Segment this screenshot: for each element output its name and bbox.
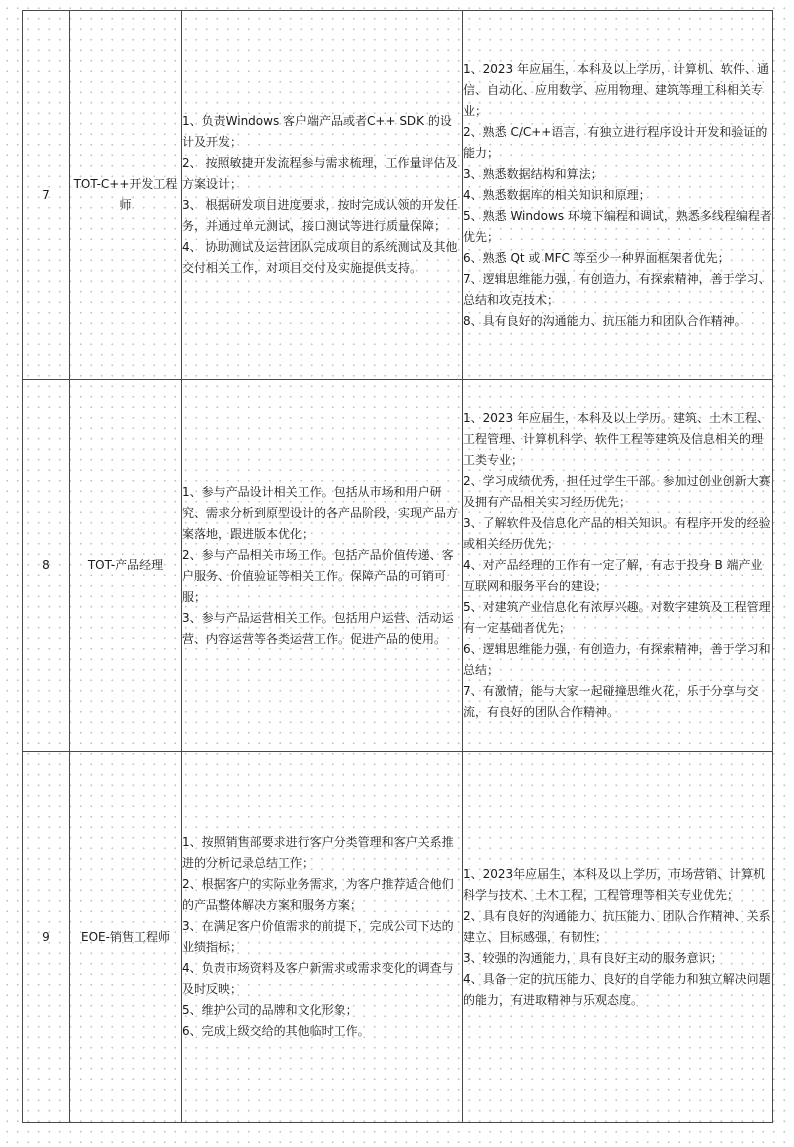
requirement-item: 3、较强的沟通能力，具有良好主动的服务意识； [463, 950, 723, 965]
requirement-item: 1、2023 年应届生，本科及以上学历。建筑、土木工程、工程管理、计算机科学、软件工程等建筑及信息相关的理工类专业； [463, 411, 769, 467]
duty-item: 6、完成上级交给的其他临时工作。 [182, 1024, 370, 1038]
job-requirements [463, 380, 773, 752]
job-requirements [463, 752, 773, 1123]
requirement-item: 8、具有良好的沟通能力、抗压能力和团队合作精神。 [463, 313, 747, 328]
job-title: TOT-C++开发工程师 [70, 11, 182, 380]
requirement-item: 7、有激情，能与大家一起碰撞思维火花，乐于分享与交流，有良好的团队合作精神。 [463, 684, 759, 719]
duty-item: 1、负责Windows 客户端产品或者C++ SDK 的设计及开发； [182, 114, 452, 149]
duty-item: 4、 协助测试及运营团队完成项目的系统测试及其他交付相关工作，对项目交付及实施提供支持。 [182, 240, 458, 275]
job-duties [182, 380, 463, 752]
requirement-item: 4、具备一定的抗压能力、良好的自学能力和独立解决问题的能力，有进取精神与乐观态度。 [463, 971, 771, 1007]
requirement-item: 7、逻辑思维能力强，有创造力，有探索精神，善于学习、总结和攻克技术； [463, 271, 771, 307]
job-title: TOT-产品经理 [70, 380, 182, 752]
duty-item: 2、根据客户的实际业务需求，为客户推荐适合他们的产品整体解决方案和服务方案； [182, 877, 454, 912]
duty-item: 3、在满足客户价值需求的前提下，完成公司下达的业绩指标； [182, 919, 454, 954]
duty-item: 3、参与产品运营相关工作。包括用户运营、活动运营、内容运营等各类运营工作。促进产品的使用。 [182, 610, 454, 646]
table-row [23, 752, 773, 1123]
job-title: EOE-销售工程师 [70, 752, 182, 1123]
requirement-item: 1、2023 年应届生，本科及以上学历，计算机、软件、通信、自动化、应用数学、应用物理、建筑等理工科相关专业； [463, 61, 769, 118]
duty-item: 5、维护公司的品牌和文化形象； [182, 1003, 358, 1017]
duty-item: 4、负责市场资料及客户新需求或需求变化的调查与及时反映； [182, 961, 454, 996]
duty-item: 2、参与产品相关市场工作。包括产品价值传递、客户服务、价值验证等相关工作。保障产品的可销可服； [182, 547, 454, 604]
row-number: 9 [23, 752, 70, 1123]
row-number: 7 [23, 11, 70, 380]
requirement-item: 4、熟悉数据库的相关知识和原理； [463, 187, 651, 202]
table-row [23, 11, 773, 380]
requirement-item: 3、熟悉数据结构和算法； [463, 166, 603, 181]
requirement-item: 4、对产品经理的工作有一定了解，有志于投身 B 端产业互联网和服务平台的建设； [463, 558, 763, 593]
job-duties [182, 752, 463, 1123]
requirement-item: 2、具有良好的沟通能力、抗压能力、团队合作精神、关系建立、目标感强，有韧性； [463, 908, 771, 944]
requirement-item: 5、熟悉 Windows 环境下编程和调试，熟悉多线程编程者优先； [463, 208, 772, 244]
requirement-item: 2、学习成绩优秀，担任过学生干部。参加过创业创新大赛及拥有产品相关实习经历优先； [463, 474, 771, 509]
job-requirements [463, 11, 773, 380]
duty-item: 1、按照销售部要求进行客户分类管理和客户关系推进的分析记录总结工作； [182, 835, 454, 870]
duty-item: 1、参与产品设计相关工作。包括从市场和用户研究、需求分析到原型设计的各产品阶段，实现产品方案落地，跟进版本优化； [182, 484, 459, 541]
job-duties [182, 11, 463, 380]
duty-item: 2、 按照敏捷开发流程参与需求梳理，工作量评估及方案设计； [182, 156, 458, 191]
requirement-item: 6、熟悉 Qt 或 MFC 等至少一种界面框架者优先； [463, 250, 730, 265]
requirement-item: 5、对建筑产业信息化有浓厚兴趣。对数字建筑及工程管理有一定基础者优先； [463, 600, 771, 635]
job-table [22, 10, 773, 1123]
requirement-item: 6、逻辑思维能力强，有创造力，有探索精神，善于学习和总结； [463, 642, 771, 677]
duty-item: 3、 根据研发项目进度要求，按时完成认领的开发任务，并通过单元测试，接口测试等进行质量保障； [182, 198, 458, 233]
requirement-item: 3、了解软件及信息化产品的相关知识。有程序开发的经验或相关经历优先； [463, 516, 771, 551]
requirement-item: 2、熟悉 C/C++语言，有独立进行程序设计开发和验证的能力； [463, 124, 768, 160]
table-row [23, 380, 773, 752]
row-number: 8 [23, 380, 70, 752]
requirement-item: 1、2023年应届生，本科及以上学历，市场营销、计算机科学与技术、土木工程，工程管理等相关专业优先； [463, 866, 766, 902]
